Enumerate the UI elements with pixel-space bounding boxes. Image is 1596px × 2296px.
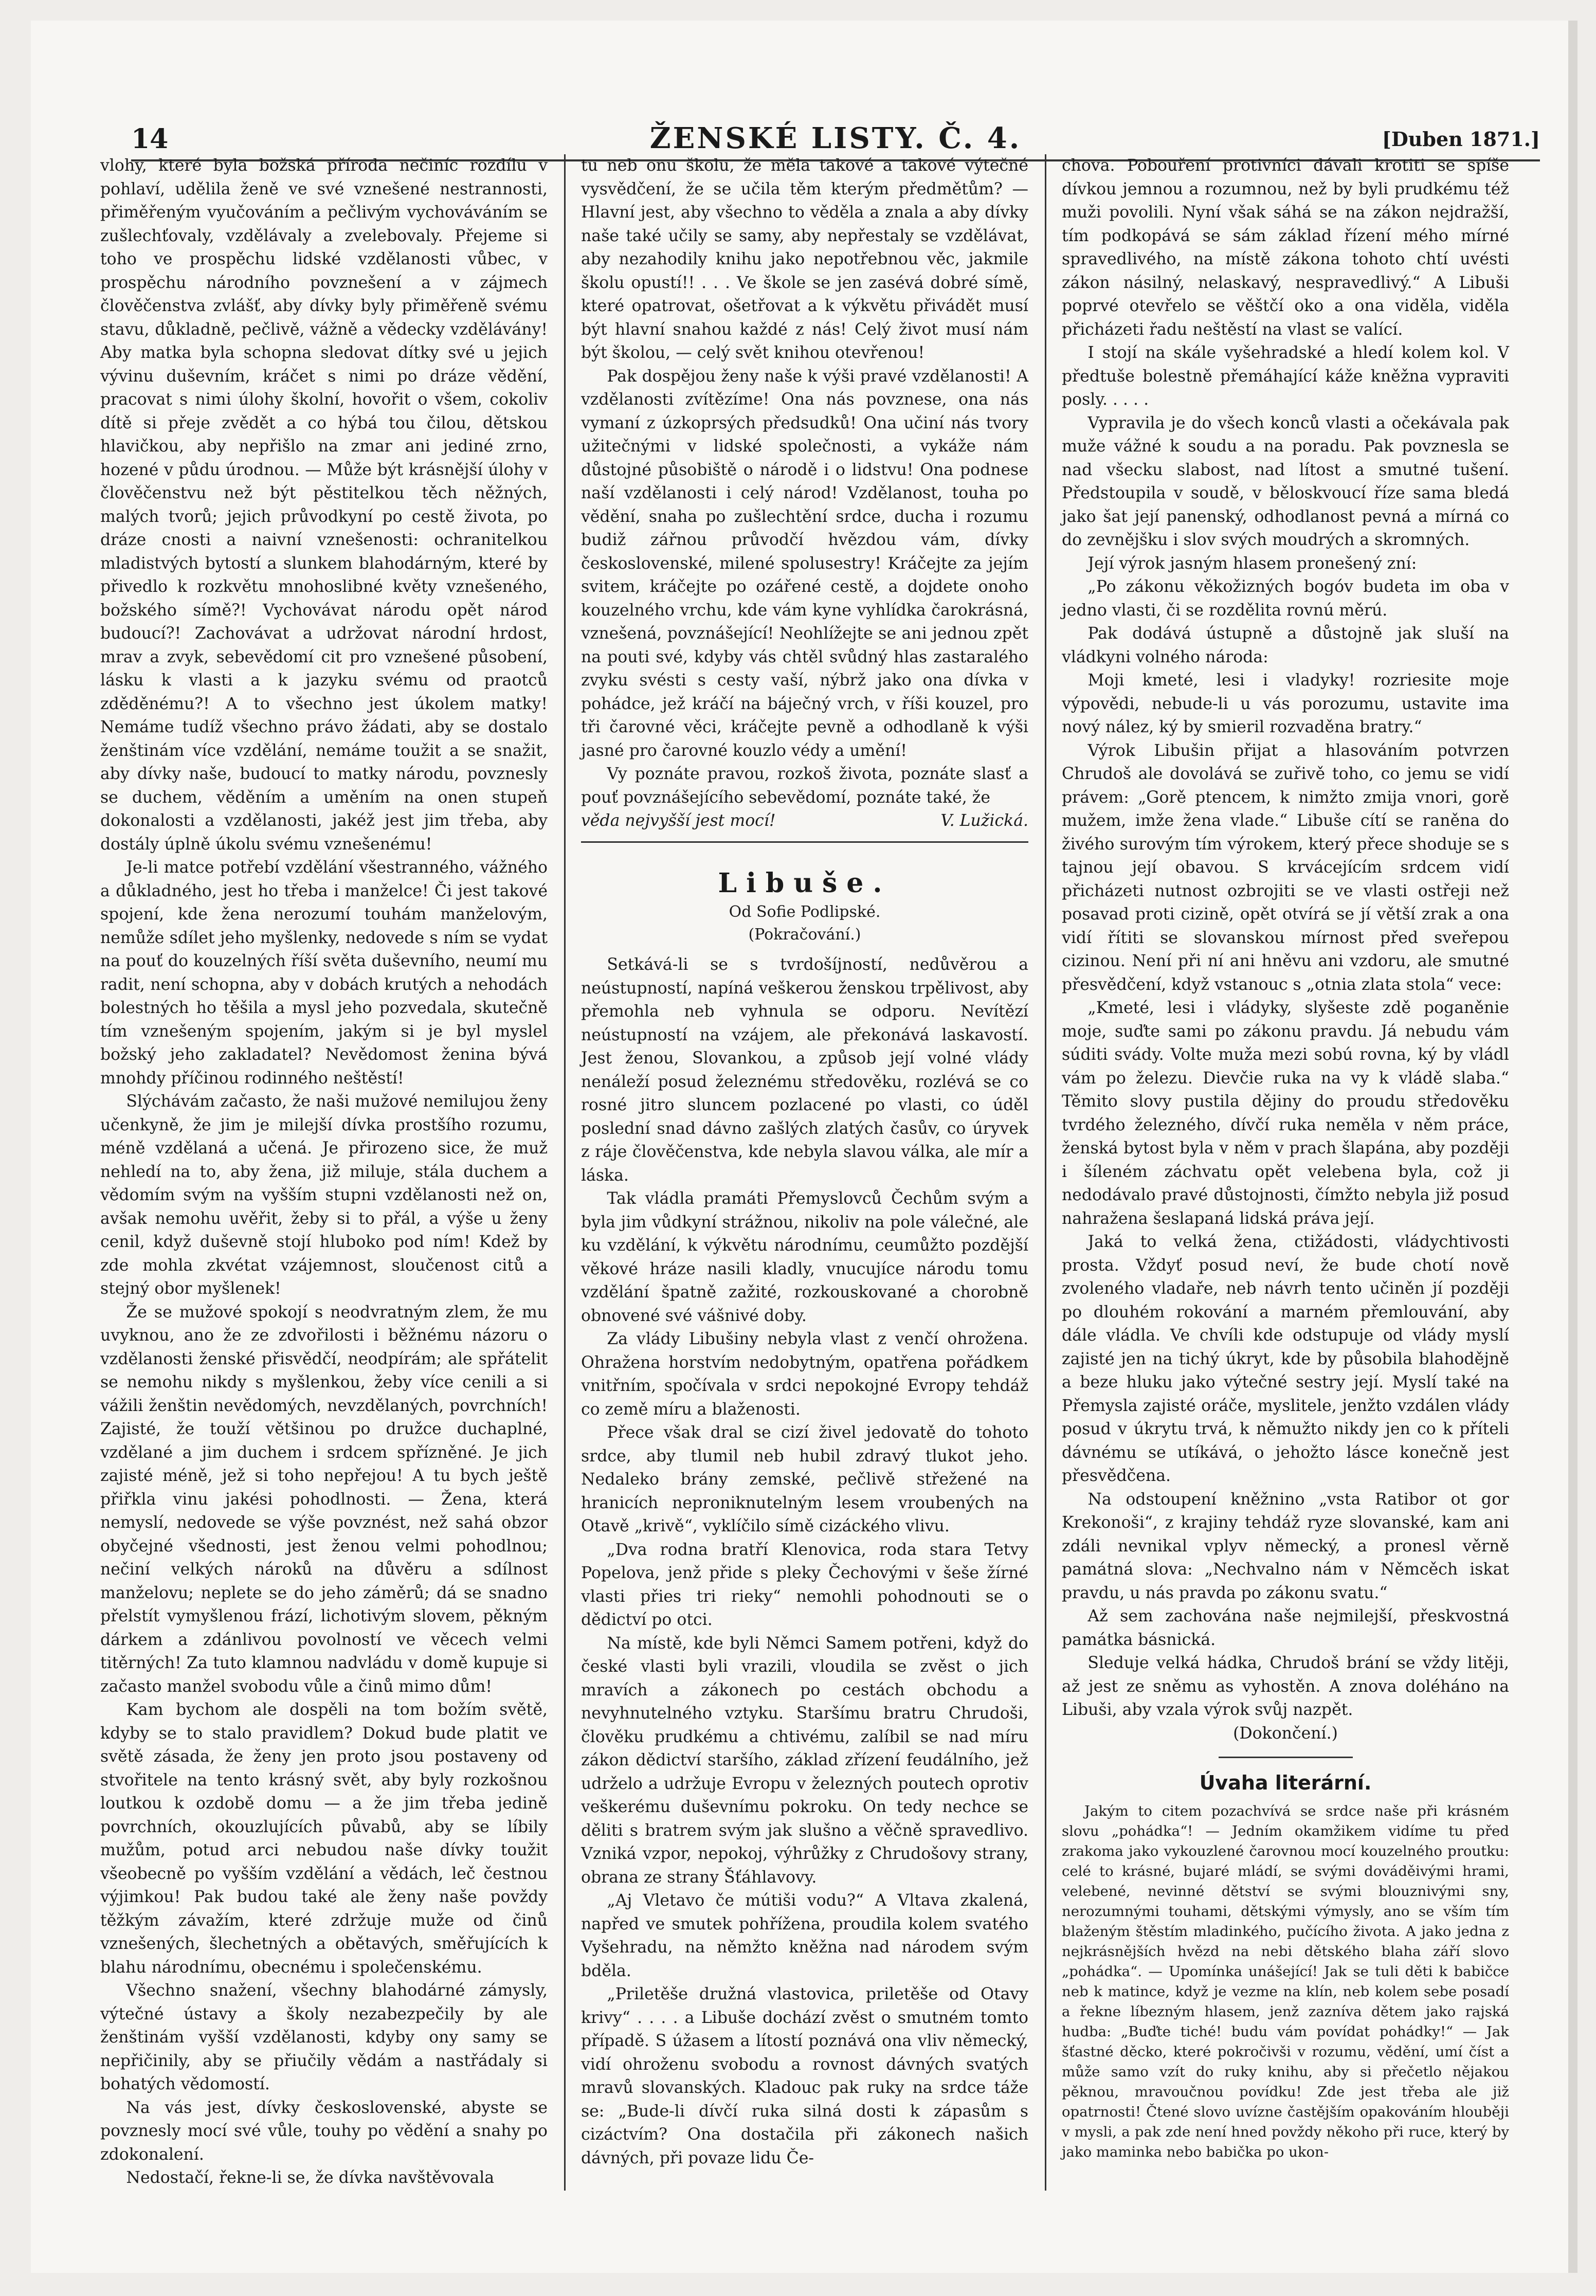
closing-quote: věda nejvyšší jest mocí! [581, 811, 776, 830]
paragraph: Že se mužové spokojí s neodvratným zlem, že mu uvyknou, ano že ze zdvořilosti i běžnému názoru o vzdělanosti ženské přisvědčí, neodpírám; ale spřátelit se nemohu nikdy s myšlenkou, žeby více cenili a si vážili ženštin nevědomých, nevzdělaných, povrchních! Zajisté, že touží většinou po družce duchaplné, vzdělané a jim duchem i srdcem spřízněné. Je jich zajisté méně, jež si toho nepřejou! A tu bych ještě přiřkla vinu jakési pohodlnosti. — Žena, která nemyslí, nedovede se výše povznést, než sahá obzor obyčejné všednosti, jest ženou velmi pohodlnou; nečiní velkých nároků na důvěru a sdílnost manželovu; neplete se do jeho záměrů; dá se snadno přelstít vymyšlenou frází, lichotivým slovem, pěkným dárkem a zdánlivou povolností ve věcech velmi titěrných! Za tuto klamnou nadvládu v domě kupuje si začasto manžel svobodu vůle a činů mimo dům! [100, 1303, 548, 1696]
article-byline: Od Sofie Podlipské. [729, 903, 881, 921]
section-divider [1219, 1757, 1353, 1758]
paragraph: „Priletěše družná vlastovica, priletěše od Otavy krivy“ . . . . a Libuše dochází zvěst o smutném tomto případě. S úžasem a lítostí poznává ona vliv německý, vidí ohroženu svobodu a rovnost dávných svatých mravů slovanských. Kladouc pak ruky na srdce táže se: „Bude-li dívčí ruka silná dosti k zápasům s cizáctvím? Ona dostačila při zákonech našich dávných, při povaze lidu Če- [581, 1985, 1028, 2167]
paragraph: Jakým to citem pozachvívá se srdce naše při krásném slovu „pohádka“! — Jedním okamžikem vidíme tu před zrakoma jako vykouzlené čarovnou mocí kouzelného proutku: celé to krásné, bujaré mládí, se svými dováděivými hrami, velebené, nevinné dětství se svými blouznivými sny, nerozumnými touhami, dětskými výmysly, ano se vším tím blaženým štěstím mladinkého, pučícího života. A jako jedna z nejkrásnějších hvězd na nebi dětského blaha září slovo „pohádka“. — Upomínka unášející! Jak se tuli děti k babičce neb k matince, když je vezme na klín, neb kolem sebe posadí a řekne líbezným hlasem, jenž zazníva dětem jako rajská hudba: „Buďte tiché! budu vám povídat pohádky!“ — Jak šťastné děcko, které pokročivši v rozumu, vědění, umí číst a může samo vzít do ruky knihu, aby si přečetlo nějakou pěknou, mravoučnou povídku! Zde jest třeba ale již opatrnosti! Čtené slovo uvízne častějším opakováním hlouběji v mysli, a pak zde není hned povždy někoho při ruce, který by jako maminka nebo babička po ukon- [1062, 1802, 1509, 2160]
paragraph: Na odstoupení kněžnino „vsta Ratibor ot gor Krekonoši“, z krajiny tehdáž ryze slovanské, kam ani zdáli nevnikal vplyv německý, a pronesl věrně památná slova: „Nechvalno nám v Němcěch iskat pravdu, u nás pravda po zákonu svatu.“ [1062, 1490, 1509, 1602]
article-title: Libuše. [718, 867, 892, 899]
paragraph: Pak dodává ústupně a důstojně jak sluší na vládkyni volného národa: [1062, 624, 1509, 666]
author-signature: V. Lužická. [940, 811, 1028, 830]
paragraph: Moji kmeté, lesi i vladyky! rozriesite moje výpovědi, nebude-li u vás porozumu, ustavite ima nový nález, ký by smieril rozvaděna bratry.“ [1062, 671, 1509, 736]
paragraph: chova. Pobouření protivníci dávali krotiti se spíše dívkou jemnou a rozumnou, než by byli prudkému též muži povolili. Nyní však sáhá se na zákon nejdražší, tím podkopává se sám základ řízení mého mírné spravedlivého, na místě zákona tohoto chtí uvésti zákon násilný, nelaskavý, nespravedlivý.“ A Libuši poprvé otevřelo se věštčí oko a ona viděla, viděla přicházeti řadu neštěstí na vlast se valící. [1062, 156, 1509, 339]
issue-date: [Duben 1871.] [1382, 128, 1540, 151]
paragraph: Za vlády Libušiny nebyla vlast z venčí ohrožena. Ohražena horstvím nedobytným, opatřena pořádkem vnitřním, spočívala v srdci nepokojné Evropy tehdáž co země míru a blaženosti. [581, 1330, 1028, 1419]
paragraph: Jaká to velká žena, ctižádosti, vládychtivosti prosta. Vždyť posud neví, že bude chotí nově zvoleného vladaře, neb návrh tento učiněn jí později po dlouhém rokování a marném přemlouvání, aby dále vládla. Ve chvíli kde odstupuje od vlády myslí zajisté jen na tichý úkryt, kde by působila blahodějně a beze hluku jako výtečné sestry její. Myslí také na Přemysla zajisté oráče, myslitele, jenžto vzdálen vlády posud v úkrytu trvá, k němužto nikdy jen co k příteli dávnému se utíkává, o jehožto lásce konečně jest přesvědčena. [1062, 1233, 1509, 1485]
paragraph: Výrok Libušin přijat a hlasováním potvrzen Chrudoš ale dovolává se zuřivě toho, co jemu se vidí právem: „Gorě ptencem, k nimžto zmija vnori, gorě mužem, imže žena vlade.“ Libuše cítí se raněna do živého surovým tím výrokem, který přece shoduje se s tajnou její obavou. S krvácejícím srdcem vidí přicházeti nutnost ozbrojiti se ve vlasti ostřeji než posavad proti cizině, opět otvírá se jí větší zrak a ona vidí řítiti se slovanskou mírnost před sveřepou cizinou. Není při ní ani hněvu ani vzdoru, ale smutné přesvědčení, když vstanouc s „otnia zlata stola“ vece: [1062, 741, 1509, 994]
paragraph: Je-li matce potřebí vzdělání všestranného, vážného a důkladného, jest ho třeba i manželce! Či jest takové spojení, kde žena nerozumí touhám manželovým, nemůže sdílet jeho myšlenky, nedovede s ním se vydat na pouť do kouzelných říší světa duševního, neumí mu radit, není schopna, aby v dobách krutých a nehodách bolestných ho těšila a mysl jeho pozvedala, skutečně tím vznešeným spojením, jakým si je byl myslel božský jeho zakladatel? Nevědomost ženina bývá mnohdy příčinou rodinného neštěstí! [100, 858, 548, 1088]
paragraph: Kam bychom ale dospěli na tom božím světě, kdyby se to stalo pravidlem? Dokud bude platit ve světě zásada, že ženy jen proto jsou postaveny od stvořitele na tento krásný svět, aby byly rozkošnou loutkou k ozdobě domu — a že jim třeba jedině povrchních, okouzlujících půvabů, aby se líbily mužům, potud arci nebudou naše dívky toužit všeobecně po vyšším vzdělání a vědách, leč čestnou výjimkou! Pak budou také ale ženy naše povždy těžkým závažím, které zdržuje muže od činů vznešených, šlechetných a obětavých, směřujících k blahu národnímu, obecnému i společenskému. [100, 1701, 548, 1977]
paragraph: „Po zákonu věkožizných bogóv budeta im oba v jedno vlasti, či se rozdělita rovnú měrú. [1062, 577, 1509, 620]
paragraph: Až sem zachována naše nejmilejší, přeskvostná památka básnická. [1062, 1607, 1509, 1649]
paragraph: I stojí na skále vyšehradské a hledí kolem kol. V předtuše bolestně přemáhající káže kněžna vypraviti posly. . . . . [1062, 344, 1509, 409]
paragraph: Tak vládla pramáti Přemyslovců Čechům svým a byla jim vůdkyní strážnou, nikoliv na pole válečné, ale ku vzdělání, k výkvětu národnímu, ceumůžto pozdější věkové hráze nasili kladly, vnucujíce národu tomu vzdělání špatně zažité, rozkouskované a chorobně obnovené své vášnivé doby. [581, 1189, 1028, 1325]
paragraph: „Dva rodna bratří Klenovica, roda stara Tetvy Popelova, jenž přide s pleky Čechovými v šeše žírné vlasti přies tri rieky“ nemohli pohodnouti se o dědictví po otci. [581, 1540, 1028, 1629]
section-divider [581, 841, 1028, 843]
periodical-title: ŽENSKÉ LISTY. Č. 4. [649, 121, 1022, 155]
paragraph: Vy poznáte pravou, rozkoš života, poznáte slasť a pouť povznášejícího sebevědomí, poznáte také, že [581, 765, 1028, 807]
paragraph: Na vás jest, dívky československé, abyste se povznesly mocí své vůle, touhy po vědění a snahy po zdokonalení. [100, 2098, 548, 2164]
continuation-note: (Pokračování.) [748, 926, 861, 944]
paragraph: Vypravila je do všech konců vlasti a očekávala pak muže vážné k soudu a na poradu. Pak povznesla se nad všecku slabost, nad lítost a smutné tušení. Předstoupila v soudě, v běloskvoucí říze sama bledá jako šat její panenský, odhodlanost pevná a mírná co do zevnějšku i slov svých moudrých a skromných. [1062, 413, 1509, 549]
column-2 [581, 154, 1028, 2170]
page-number: 14 [131, 123, 169, 155]
paragraph: Pak dospějou ženy naše k výši pravé vzdělanosti! A vzdělanosti zvítězíme! Ona nás povznese, ona nás vymaní z úzkoprsých předsudků! Ona učiní nás tvory užitečnými v lidské společnosti, a vykáže nám důstojné působiště o národě i o lidstvu! Ona podnese naší vzdělanosti i celý národ! Vzdělanost, touha po vědění, snaha po zušlechtění srdce, ducha i rozumu budiž zářnou průvodčí hvězdou vám, dívky československé, milené spolusestry! Kráčejte za jejím svitem, kráčejte po ozářené cestě, a dojdete onoho kouzelného vrchu, kde vám kyne vyhlídka čarokrásná, vznešená, povznášející! Neohlížejte se ani jednou zpět na pouti své, kdyby vás chtěl svůdný hlas zastaralého zvyku svésti s cesty vaší, nýbrž jako ona dívka v pohádce, jež kráčí na báječný vrch, v říši kouzel, pro tři čarovné věci, kráčejte pevně a odhodlaně k výši jasné pro čarovné kouzlo védy a umění! [581, 367, 1028, 760]
paragraph: vlohy, které byla božská příroda nečiníc rozdílu v pohlaví, udělila ženě ve své vznešené nestrannosti, přiměřeným vyučováním a pečlivým vychováváním se zušlechťovaly, vzdělávaly a zvelebovaly. Přejeme si toho ve prospěchu lidské vzdělanosti vůbec, v prospěchu národního povznešení a v zájmech člověčenstva zvlášť, aby dívky byly přiměřeně svému stavu, důkladně, pečlivě, vážně a vědecky vzdělávány! Aby matka byla schopna sledovat dítky své u jejich vývinu duševním, kráčet s nimi po dráze vědění, pracovat s nimi úlohy školní, hovořit o všem, cokoliv dítě si přeje zvědět a co hýbá tou čilou, dětskou hlavičkou, aby nepřišlo na zmar ani jediné zrno, hozené v půdu úrodnou. — Může být krásnější úlohy v člověčenstvu než být pěstitelkou těch něžných, malých tvorů; jejich průvodkyní po cestě života, po dráze cnosti a naivní vznešenosti: ochranitelkou mladistvých bytostí a slunkem blahodárným, které by přivedlo k rozkvětu mnohoslibné květy vznešeného, božského símě?! Vychovávat národu opět národ budoucí?! Zachovávat a udržovat národní hrdost, mrav a zvyk, sebevědomí cit pro vznešené působení, lásku k vlasti a k jazyku svému od praotců zděděnému?! A to všechno jest úkolem matky! Nemáme tudíž všechno právo žádati, aby se dostalo ženštinám více vzdělání, nemáme toužit a se snažit, aby dívky naše, budoucí to matky národu, povznesly se duchem, věděním a uměním na onen stupeň dokonalosti a vzdělanosti, jakéž jest jim třeba, aby dostály úplně úkolu svému vznešenému! [100, 156, 548, 854]
conclusion-note: (Dokončení.) [1233, 1724, 1338, 1743]
paragraph: Přece však dral se cizí živel jedovatě do tohoto srdce, aby tlumil neb hubil zdravý tlukot jeho. Nedaleko brány zemské, pečlivě střežené na hranicích neproniknutelným lesem vroubených na Otavě „krivě“, vyklíčilo símě cizáckého vlivu. [581, 1423, 1028, 1535]
paragraph: Slýchávám začasto, že naši mužové nemilujou ženy učenkyně, že jim je milejší dívka prostšího rozumu, méně vzdělaná a učená. Je přirozeno sice, že muž nehledí na to, aby žena, již miluje, stála duchem a vědomím svým na vyšším stupni vzdělanosti než on, avšak nemohu uvěřit, žeby si to přál, a výše u ženy cenil, když duševně stojí hluboko pod ním! Kdež by zde mohla zkvétat vzájemnost, sloučenost citů a stejný obor myšlenek! [100, 1092, 548, 1298]
paragraph: Nedostačí, řekne-li se, že dívka navštěvovala [126, 2168, 495, 2187]
column-1 [100, 154, 548, 2190]
column-rule [564, 154, 566, 2191]
column-3 [1062, 154, 1509, 2162]
column-rule [1045, 154, 1046, 2191]
paragraph: Všechno snažení, všechny blahodárné zámysly, výtečné ústavy a školy nezabezpečily by ale ženštinám vyšší vzdělanosti, kdyby ony samy se nepřičinily, aby se přiučily vědám a nastřádaly si bohatých vědomostí. [100, 1981, 548, 2093]
paragraph: tu neb onu školu, že měla takové a takové výtečné vysvědčení, že se učila těm kterým předmětům? — Hlavní jest, aby všechno to věděla a znala a aby dívky naše také učily se samy, aby nepřestaly se vzdělávat, aby nezahodily knihu jako nepotřebnou věc, jakmile školu opustí!! . . . Ve škole se jen zasévá dobré símě, které opatrovat, ošetřovat a k výkvětu přivádět musí být hlavní snahou každé z nás! Celý život musí nám být školou, — celý svět knihou otevřenou! [581, 156, 1028, 362]
paragraph: „Kmeté, lesi i vládyky, slyšeste zdě poganěnie moje, suďte sami po zákonu pravdu. Já nebudu vám súditi svády. Volte muža mezi sobú rovna, ký by vládl vám po železu. Dievčie ruka na vy k vládě slaba.“ Těmito slovy pustila dějiny do proudu středověku tvrdého železného, dívčí ruka neměla v něm práce, ženská bytost byla v něm v prach šlapána, aby později i šíleném záchvatu opět velebena byla, což ji nedodávalo pravé důstojnosti, čímžto nebyla již posud nahražena šeslapaná lidská práva její. [1062, 999, 1509, 1228]
paragraph: Na místě, kde byli Němci Samem potřeni, když do české vlasti byli vrazili, vloudila se zvěst o jich mravích a zákonech po cestách obchodu a nevyhnutelného vztyku. Staršímu bratru Chrudoši, člověku prudkému a chtivému, zalíbil se nad míru zákon dědictví staršího, základ zřízení feudálního, jež udrželo a udržuje Evropu v železných poutech oprotiv veškerému duševnímu pokroku. On tedy nechce se děliti s bratrem svým jak slušno a věčně spravedlivo. Vzniká vzpor, nepokoj, výhrůžky z Chrudošovy strany, obrana ze strany Šťáhlavovy. [581, 1634, 1028, 1887]
signature-line [581, 809, 1028, 833]
review-title: Úvaha literární. [1199, 1771, 1372, 1794]
paragraph: Sleduje velká hádka, Chrudoš brání se vždy litěji, až jest ze sněmu as vyhostěn. A znova doléháno na Libuši, aby vzala výrok svůj nazpět. [1062, 1654, 1509, 1719]
paragraph: Setkává-li se s tvrdošíjností, nedůvěrou a neústupností, napíná veškerou ženskou trpělivost, aby přemohla neb vyhnula se odporu. Nevítězí neústupností na vzájem, ale překonává laskavostí. Jest ženou, Slovankou, a způsob její volné vlády nenáleží posud železnému středověku, rozlévá se co rosné jitro sluncem pozlacené po vlasti, co úděl poslední snad dávno zašlých zlatých časův, co úryvek z ráje člověčenstva, kde nebyla slavou válka, ale mír a láska. [581, 955, 1028, 1185]
paragraph: „Aj Vletavo če mútiši vodu?“ A Vltava zkalená, napřed ve smutek pohřížena, proudila kolem svatého Vyšehradu, na němžto kněžna nad národem svým bděla. [581, 1891, 1028, 1980]
paragraph: Její výrok jasným hlasem pronešený zní: [1087, 554, 1417, 573]
